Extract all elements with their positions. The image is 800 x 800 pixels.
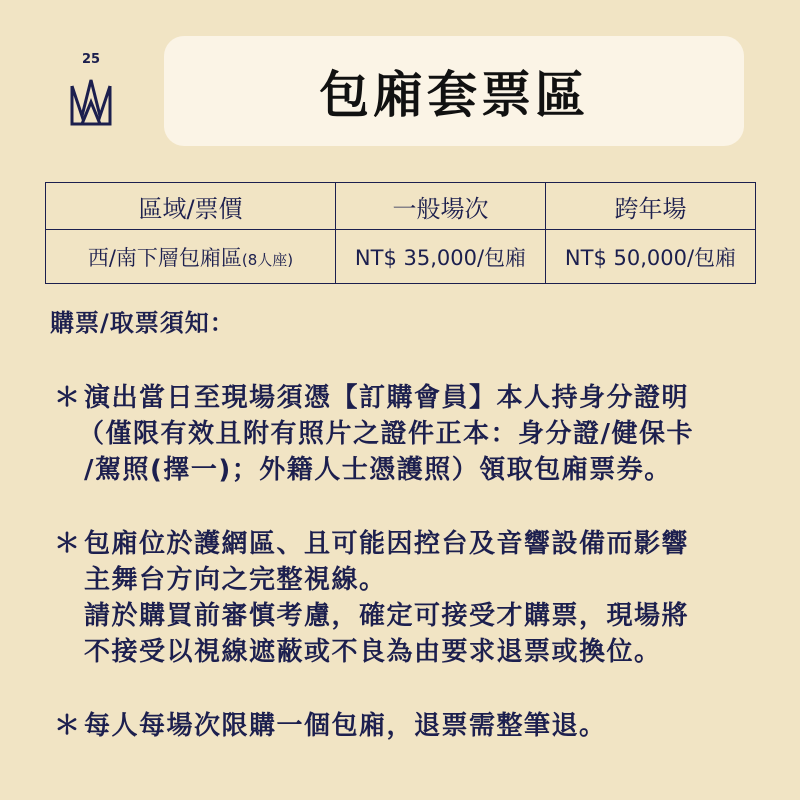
note-line: 不接受以視線遮蔽或不良為由要求退票或換位。: [84, 637, 662, 667]
note-line: 請於購買前審慎考慮，確定可接受才購票，現場將: [84, 601, 690, 631]
notes-heading: 購票/取票須知：: [50, 309, 235, 337]
bullet-icon: ＊: [54, 529, 82, 559]
bullet-icon: ＊: [54, 711, 82, 741]
cell-area: [46, 230, 336, 284]
header-new-year: 跨年場: [546, 183, 756, 230]
bullet-icon: ＊: [54, 383, 82, 413]
header-area: 區域/票價: [46, 183, 336, 230]
ticket-notes: [50, 306, 760, 744]
price-table: [45, 182, 756, 284]
note-line: 演出當日至現場須憑【訂購會員】本人持身分證明: [84, 383, 690, 413]
note-item: [50, 708, 760, 744]
table-row: [46, 230, 756, 284]
area-seat-note: (8人座): [241, 250, 294, 269]
logo-number: 25: [81, 52, 101, 67]
note-line: 主舞台方向之完整視線。: [84, 565, 387, 595]
note-item: [50, 526, 760, 670]
area-name: 西/南下層包廂區: [87, 245, 242, 270]
note-line: 每人每場次限購一個包廂，退票需整筆退。: [84, 711, 607, 741]
title-banner: [164, 36, 744, 146]
cell-new-year-price: NT$ 50,000/包廂: [546, 230, 756, 284]
page-title: 包廂套票區: [319, 66, 589, 124]
note-line: 包廂位於護網區、且可能因控台及音響設備而影響: [84, 529, 690, 559]
header-regular: 一般場次: [336, 183, 546, 230]
brand-logo: [66, 52, 116, 132]
note-line: （僅限有效且附有照片之證件正本：身分證/健保卡: [78, 419, 694, 449]
note-line: /駕照(擇一)；外籍人士憑護照）領取包廂票券。: [84, 455, 672, 485]
cell-regular-price: NT$ 35,000/包廂: [336, 230, 546, 284]
crown-logo-icon: [69, 76, 113, 126]
note-item: [50, 380, 760, 488]
table-header-row: [46, 183, 756, 230]
